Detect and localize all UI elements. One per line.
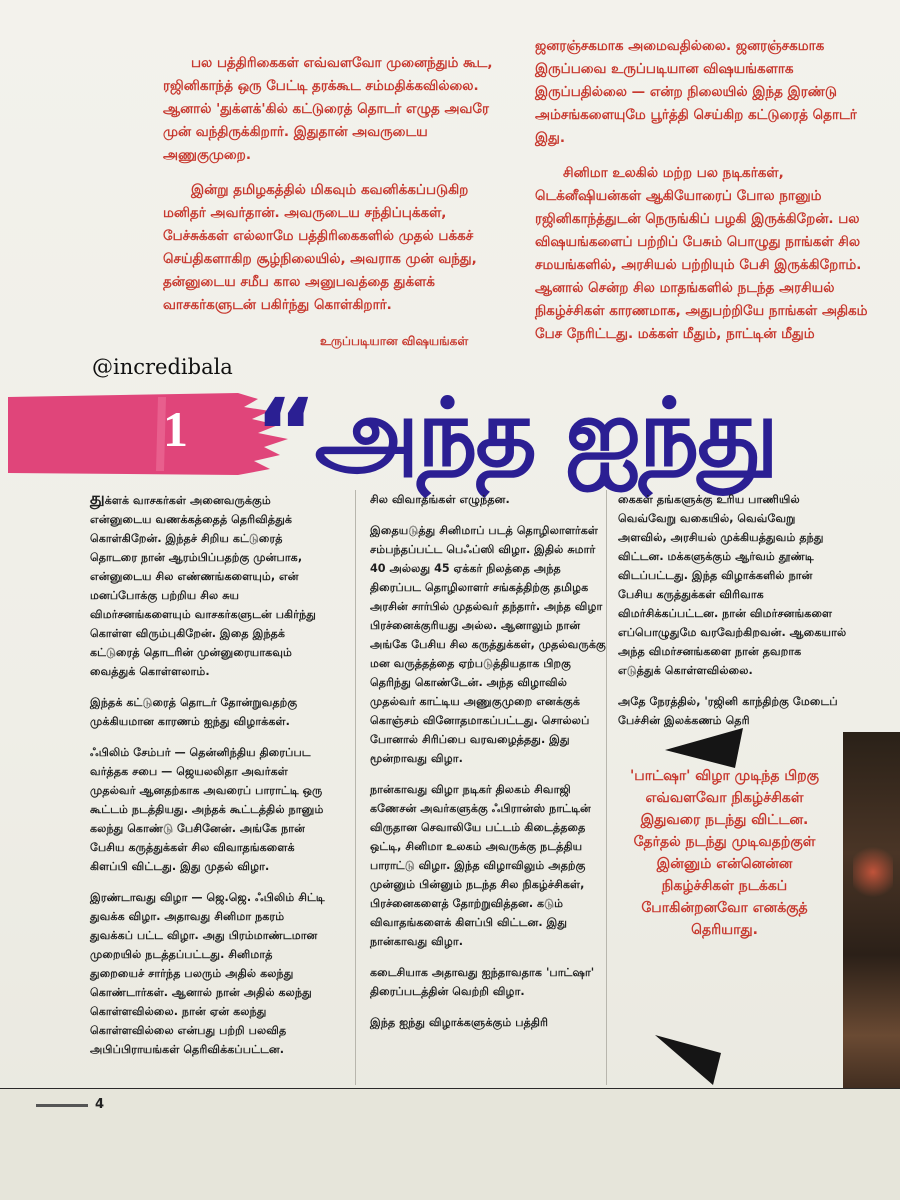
article-paragraph: சில விவாதங்கள் எழுந்தன. <box>370 493 510 506</box>
intro-left-column <box>163 52 508 329</box>
brush-stroke-shape <box>8 393 293 475</box>
article-column-3 <box>618 490 848 742</box>
intro-paragraph: இன்று தமிழகத்தில் மிகவும் கவனிக்கப்படுகிற மனிதர் அவர்தான். அவருடைய சந்திப்புக்கள், பேச்சுக்கள் எல்லாமே பத்திரிகைகளில் முதல் பக்கச் செய்திகளாகிற சூழ்நிலையில், அவராக முன் வந்து, தன்னுடைய சமீப கால அனுபவத்தை துக்ளக் வாசகர்களுடன் பகிர்ந்து கொள்கிறார். <box>163 182 477 313</box>
article-paragraph: இந்தக் கட்டுரைத் தொடர் தோன்றுவதற்கு முக்கியமான காரணம் ஐந்து விழாக்கள். <box>90 696 298 728</box>
page-number: 4 <box>95 1097 105 1112</box>
column-divider <box>355 490 356 1085</box>
article-paragraph: கடைசியாக அதாவது ஐந்தாவதாக 'பாட்ஷா' திரைப்படத்தின் வெற்றி விழா. <box>370 966 595 998</box>
article-paragraph: இதையடுத்து சினிமாப் படத் தொழிலாளர்கள் சம்பந்தப்பட்ட பெஃப்ஸி விழா. இதில் சுமார் 40 அல்லது 45 ஏக்கர் நிலத்தை அந்த திரைப்பட தொழிலாளர் சங்கத்திற்கு தமிழக அரசின் சார்பில் முதல்வர் தந்தார். அந்த விழா பிரச்னைக்குரியது அல்ல. ஆனாலும் நான் அங்கே பேசிய சில கருத்துக்கள், முதல்வருக்கு மன வருத்தத்தை ஏற்படுத்தியதாக பிறகு தெரிந்து கொண்டேன். அந்த விழாவில் முதல்வர் காட்டிய அணுகுமுறை எனக்குக் கொஞ்சம் வினோதமாகப்பட்டது. சொல்லப் போனால் சிரிப்பை வரவழைத்தது. இது மூன்றாவது விழா. <box>370 524 606 765</box>
paragraph-text: க்ளக் வாசகர்கள் அனைவருக்கும் என்னுடைய வணக்கத்தைத் தெரிவித்துக் கொள்கிறேன். இந்தச் சிறிய கட்டுரைத் தொடரை நான் ஆரம்பிப்பதற்கு முன்பாக, என்னுடைய சில எண்ணங்களையும், என் மனப்போக்கு பற்றிய சில சுய விமர்சனங்களையும் வாசகர்களுடன் பகிர்ந்து கொள்ள விரும்புகிறேன். இதை இந்தக் கட்டுரைத் தொடரின் முன்னுரையாகவும் வைத்துக் கொள்ளலாம். <box>90 494 316 678</box>
article-paragraph: அதே நேரத்தில், 'ரஜினி காந்திற்கு மேடைப் பேச்சின் இலக்கணம் தெரி <box>618 695 838 727</box>
article-paragraph: ஃபிலிம் சேம்பர் — தென்னிந்திய திரைப்பட வர்த்தக சபை — ஜெயலலிதா அவர்கள் முதல்வர் ஆனதற்காக அவரைப் பாராட்டி ஒரு கூட்டம் நடத்தியது. அந்தக் கூட்டத்தில் நானும் கலந்து கொண்டு பேசினேன். அங்கே நான் பேசிய கருத்துக்கள் சில விவாதங்களைக் கிளப்பி விட்டது. இது முதல் விழா. <box>90 746 324 873</box>
pink-brush-banner <box>8 393 293 475</box>
headline-title: “அந்த ஐந்து <box>255 379 777 488</box>
intro-paragraph: ஜனரஞ்சகமாக அமைவதில்லை. ஜனரஞ்சகமாக இருப்பவை உருப்படியான விஷயங்களாக இருப்பதில்லை — என்ற நிலையில் இந்த இரண்டு அம்சங்களையுமே பூர்த்தி செய்கிற கட்டுரைத் தொடர் இது. <box>535 38 857 146</box>
intro-paragraph: சினிமா உலகில் மற்ற பல நடிகர்கள், டெக்னீஷியன்கள் ஆகியோரைப் போல நானும் ரஜினிகாந்த்துடன் நெருங்கிப் பழகி இருக்கிறேன். பல விஷயங்களைப் பற்றிப் பேசும் பொழுது நாங்கள் சில சமயங்களில், அரசியல் பற்றியும் பேசி இருக்கிறோம். ஆனால் சென்ற சில மாதங்களில் நடந்த அரசியல் நிகழ்ச்சிகள் காரணமாக, அதுபற்றியே நாங்கள் அதிகம் பேச நேரிட்டது. மக்கள் மீதும், நாட்டின் மீதும் <box>535 165 868 342</box>
article-paragraph: இரண்டாவது விழா — ஜெ.ஜெ. ஃபிலிம் சிட்டி துவக்க விழா. அதாவது சினிமா நகரம் துவக்கப் பட்ட விழா. அது பிரம்மாண்டமான முறையில் நடத்தப்பட்டது. சினிமாத் துறையைச் சார்ந்த பலரும் அதில் கலந்து கொண்டார்கள். ஆனால் நான் அதில் கலந்து கொள்ளவில்லை. நான் ஏன் கலந்து கொள்ளவில்லை என்பது பற்றி பலவித அபிப்பிராயங்கள் தெரிவிக்கப்பட்டன. <box>90 891 325 1056</box>
article-paragraph: நான்காவது விழா நடிகர் திலகம் சிவாஜி கணேசன் அவர்களுக்கு ஃபிரான்ஸ் நாட்டின் விருதான செவாலியே பட்டம் கிடைத்ததை ஒட்டி, சினிமா உலகம் அவருக்கு நடத்திய பாராட்டு விழா. இந்த விழாவிலும் அதற்கு முன்னும் பின்னும் நடந்த சில நிகழ்ச்சிகள், பிரச்னைகளைத் தோற்றுவித்தன. கடும் விவாதங்களைக் கிளப்பி விட்டன. இது நான்காவது விழா. <box>370 783 591 948</box>
article-column-1 <box>90 490 330 1071</box>
intro-right-column <box>535 35 880 358</box>
series-number: 1 <box>163 401 188 457</box>
article-column-2 <box>370 490 610 1044</box>
intro-subhead: உருப்படியான விஷயங்கள் <box>320 334 469 348</box>
photo-strip <box>843 732 900 1137</box>
social-handle-watermark: @incredibala <box>92 355 233 379</box>
pull-quote: 'பாட்ஷா' விழா முடிந்த பிறகு எவ்வளவோ நிகழ்ச்சிகள் இதுவரை நடந்து விட்டன. தேர்தல் நடந்து முடிவதற்குள் இன்னும் என்னென்ன நிகழ்ச்சிகள் நடக்கப் போகின்றனவோ எனக்குத் தெரியாது. <box>629 768 819 938</box>
article-paragraph: கைகள் தங்களுக்கு உரிய பாணியில் வெவ்வேறு வகையில், வெவ்வேறு அளவில், அரசியல் முக்கியத்துவம் தந்து விட்டன. மக்களுக்கும் ஆர்வம் தூண்டி விடப்பட்டது. இந்த விழாக்களில் நான் பேசிய கருத்துக்கள் விரிவாக விமர்சிக்கப்பட்டன. நான் விமர்சனங்களை எப்பொழுதுமே வரவேற்கிறவன். ஆகையால் அந்த விமர்சனங்களை நான் தவறாக எடுத்துக் கொள்ளவில்லை. <box>618 493 847 677</box>
article-paragraph: இந்த ஐந்து விழாக்களுக்கும் பத்திரி <box>370 1016 549 1029</box>
article-paragraph <box>90 490 330 681</box>
page-footer <box>0 1089 900 1200</box>
triangle-arrow-icon <box>655 1035 725 1089</box>
intro-paragraph: பல பத்திரிகைகள் எவ்வளவோ முனைந்தும் கூட, ரஜினிகாந்த் ஒரு பேட்டி தரக்கூட சம்மதிக்கவில்லை. ஆனால் 'துக்ளக்'கில் கட்டுரைத் தொடர் எழுத அவரே முன் வந்திருக்கிறார். இதுதான் அவருடைய அணுகுமுறை. <box>163 55 493 163</box>
footer-dash <box>36 1104 88 1107</box>
drop-cap: து <box>90 489 105 509</box>
